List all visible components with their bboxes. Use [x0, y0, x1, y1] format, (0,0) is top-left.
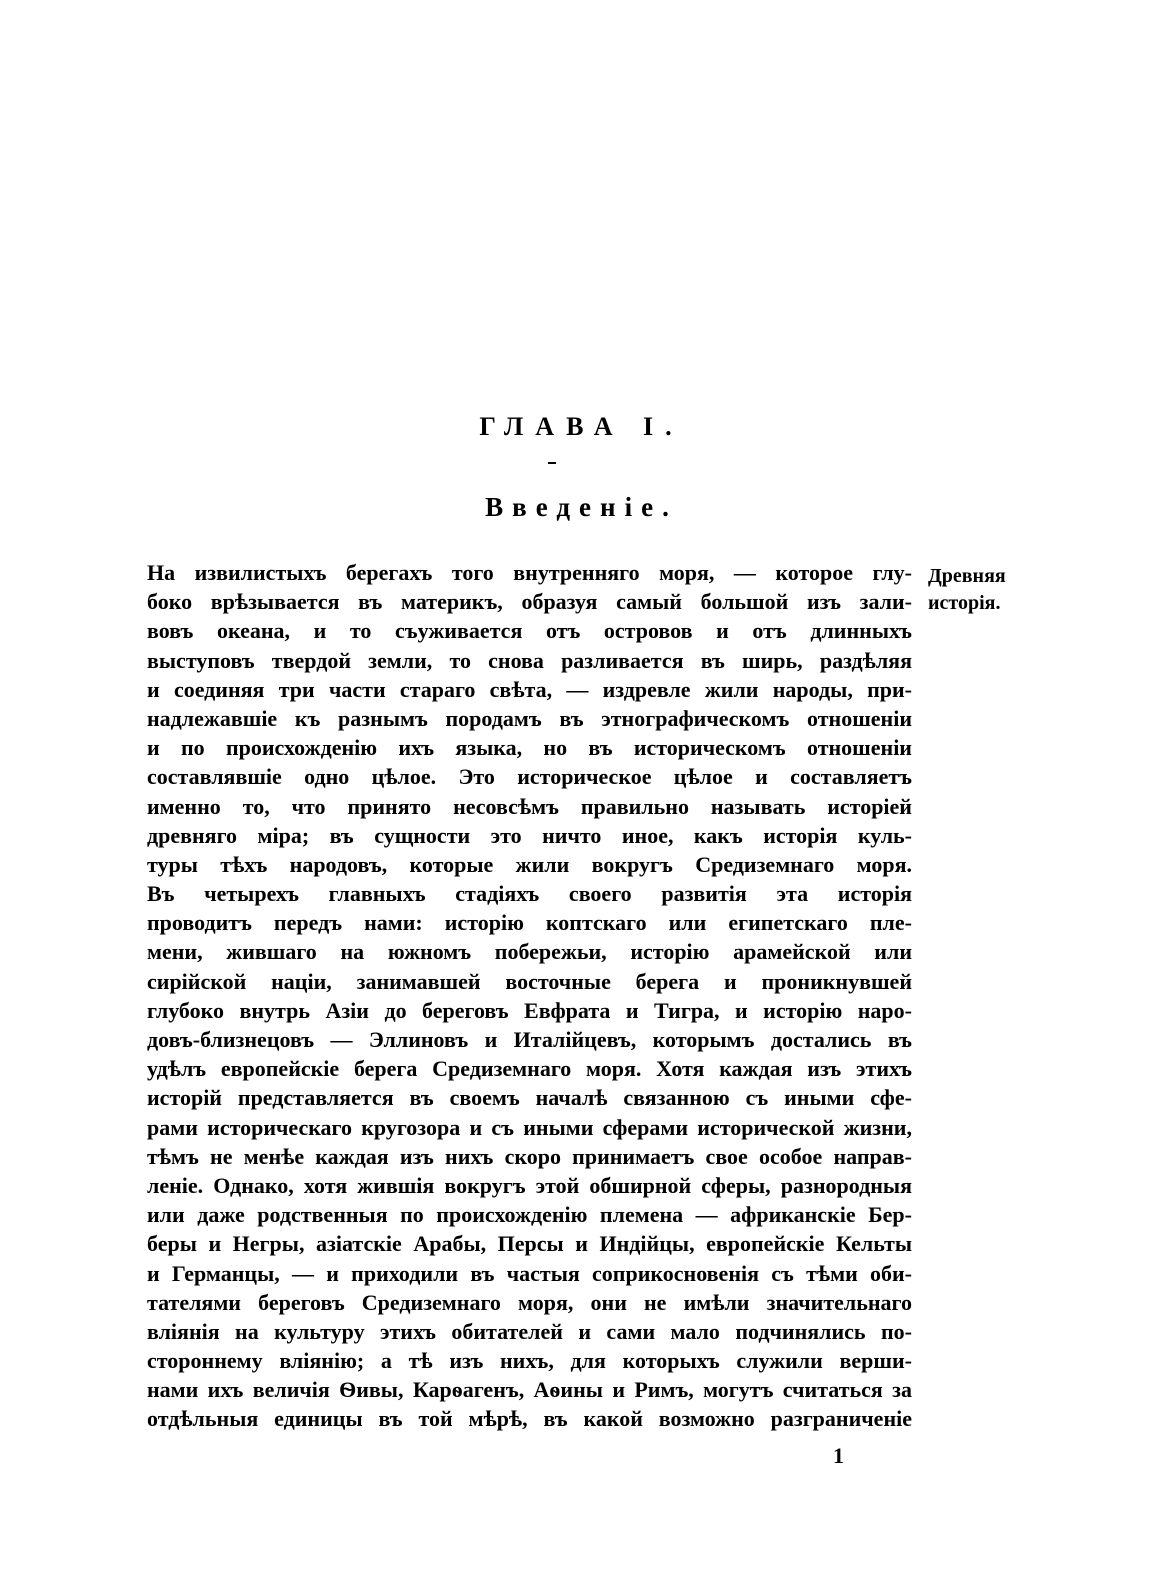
text-line: вліянія на культуру этихъ обитателей и сами мало подчинялись по- — [147, 1318, 912, 1344]
text-line: леніе. Однако, хотя жившія вокругъ этой обширной сферы, разнородныя — [147, 1172, 912, 1198]
text-line: сирійской націи, занимавшей восточные берега и проникнувшей — [147, 968, 912, 994]
text-line: нами ихъ величія Ѳивы, Карѳагенъ, Аѳины и Римъ, могутъ считаться за — [147, 1377, 912, 1403]
body-text — [147, 558, 912, 1434]
text-line: рами историческаго кругозора и съ иными сферами исторической жизни, — [147, 1114, 912, 1140]
text-line: и по происхожденію ихъ языка, но въ историческомъ отношеніи — [147, 735, 912, 761]
text-line: глубоко внутрь Азіи до береговъ Евфрата и Тигра, и исторію наро- — [147, 997, 912, 1023]
section-title: Введеніе. — [485, 492, 678, 522]
text-line: беры и Негры, азіатскіе Арабы, Персы и Индійцы, европейскіе Кельты — [147, 1231, 912, 1257]
text-line: Въ четырехъ главныхъ стадіяхъ своего развитія эта исторія — [147, 881, 912, 907]
text-line: вовъ океана, и то съуживается отъ островов и отъ длинныхъ — [147, 618, 912, 644]
margin-note — [928, 563, 1028, 617]
text-line: удѣлъ европейскіе берега Средиземнаго моря. Хотя каждая изъ этихъ — [147, 1056, 912, 1082]
text-line: надлежавшіе къ разнымъ породамъ въ этнографическомъ отношеніи — [147, 705, 912, 731]
text-line: выступовъ твердой земли, то снова разливается въ ширь, раздѣляя — [147, 647, 912, 673]
text-line: древняго міра; въ сущности это ничто иное, какъ исторія куль- — [147, 822, 912, 848]
page-number: 1 — [833, 1443, 844, 1468]
text-line: отдѣльныя единицы въ той мѣрѣ, въ какой возможно разграниченіе — [147, 1406, 912, 1432]
text-line: именно то, что принято несовсѣмъ правильно называть исторіей — [147, 793, 912, 819]
text-line: туры тѣхъ народовъ, которые жили вокругъ Средиземнаго моря. — [147, 851, 912, 877]
margin-note-line: исторія. — [928, 592, 1001, 614]
text-line: боко врѣзывается въ материкъ, образуя самый большой изъ зали- — [147, 589, 912, 615]
text-line: проводитъ передъ нами: исторію коптскаго или египетскаго пле- — [147, 910, 912, 936]
text-line: тателями береговъ Средиземнаго моря, они не имѣли значительнаго — [147, 1289, 912, 1315]
text-line: и Германцы, — и приходили въ частыя соприкосновенія съ тѣми оби- — [147, 1260, 912, 1286]
heading-divider — [548, 462, 556, 464]
text-line: и соединяя три части стараго свѣта, — издревле жили народы, при- — [147, 676, 912, 702]
text-line: составлявшіе одно цѣлое. Это историческое цѣлое и составляетъ — [147, 764, 912, 790]
text-line: тѣмъ не менѣе каждая изъ нихъ скоро принимаетъ свое особое направ- — [147, 1143, 912, 1169]
text-line: или даже родственныя по происхожденію племена — африканскіе Бер- — [147, 1202, 912, 1228]
text-line: На извилистыхъ берегахъ того внутренняго моря, — которое глу- — [147, 560, 912, 585]
text-line: мени, жившаго на южномъ побережьи, исторію арамейской или — [147, 939, 912, 965]
chapter-heading: ГЛАВА I. — [479, 412, 684, 441]
text-line: стороннему вліянію; а тѣ изъ нихъ, для которыхъ служили верши- — [147, 1348, 912, 1374]
text-line: довъ-близнецовъ — Эллиновъ и Италійцевъ, которымъ достались въ — [147, 1027, 912, 1052]
text-line: исторій представляется въ своемъ началѣ связанною съ иными сфе- — [147, 1085, 912, 1111]
margin-note-line: Древняя — [928, 565, 1006, 587]
